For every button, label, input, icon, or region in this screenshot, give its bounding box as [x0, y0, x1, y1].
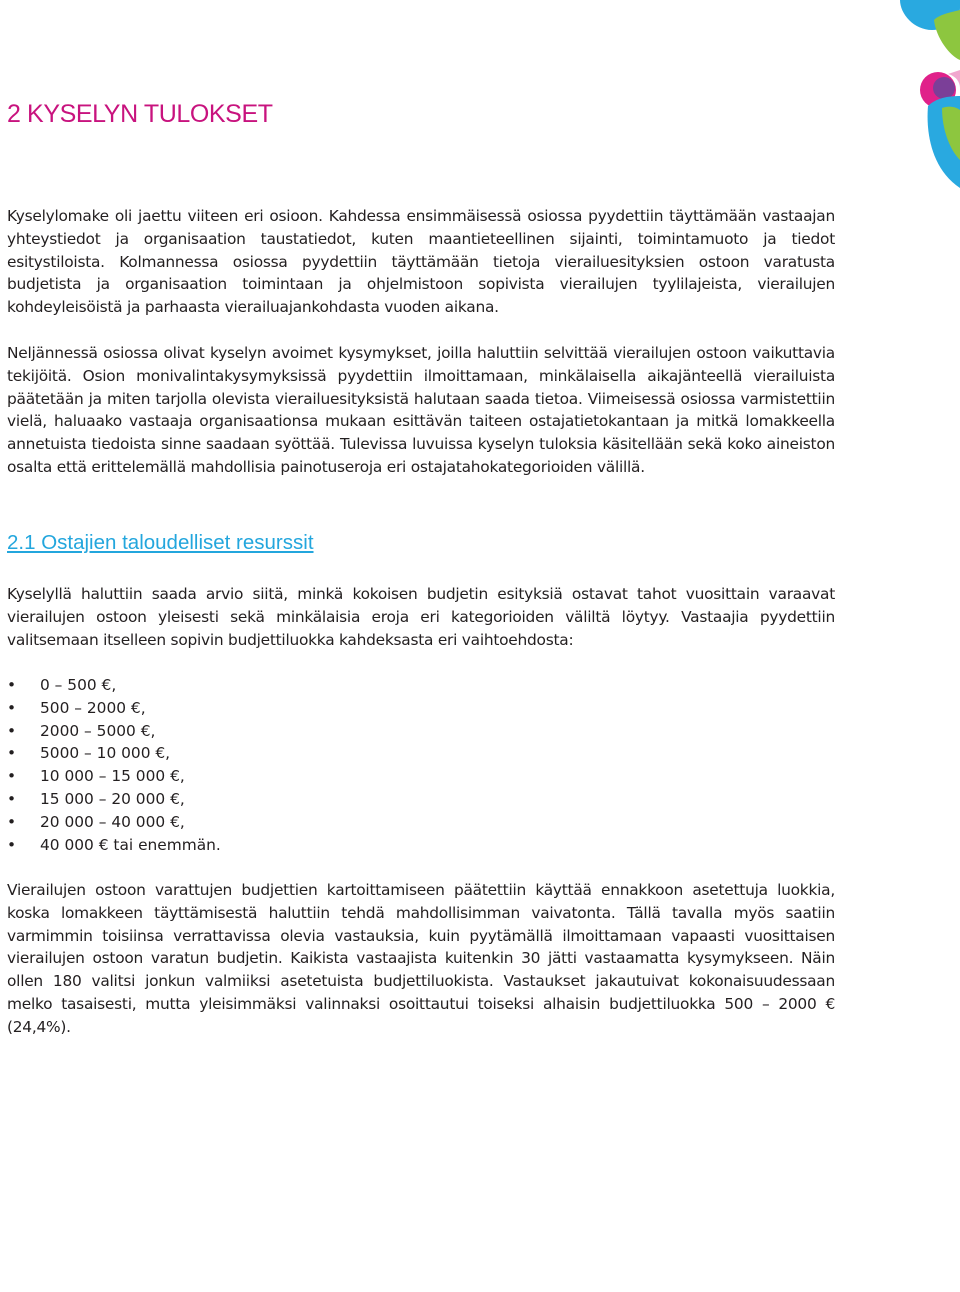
- list-item-label: 2000 – 5000 €,: [40, 721, 156, 740]
- list-item-label: 500 – 2000 €,: [40, 698, 146, 717]
- list-item: [7, 720, 221, 743]
- sections-paragraph: Neljännessä osiossa olivat kyselyn avoimet kysymykset, joilla haluttiin selvittää vierailujen ostoon vaikuttavia tekijöitä. Osion monivalintakysymyksissä pyydettiin ilmoittamaan, minkälaisella aikajänteellä vierailuista päätetään ja miten tarjolla olevista vierailuesityksistä halutaan saada tietoa. Viimeisessä osiossa varmistettiin vielä, haluaako vastaaja organisaationsa mukaan esittävän taiteen ostajatietokantaan ja mitkä lomakkeella annetuista tiedoista sinne saadaan syöttää. Tulevissa luvuissa kyselyn tuloksia käsitellään sekä koko aineiston osalta että erittelemällä mahdollisia painotuseroja eri ostajatahokategorioiden välillä.: [7, 344, 835, 476]
- bullet-icon: •: [7, 812, 17, 831]
- decorative-flower-corner: [870, 0, 960, 190]
- bullet-icon: •: [7, 676, 17, 694]
- budget-intro-paragraph: Kyselyllä haluttiin saada arvio siitä, minkä kokoisen budjetin esityksiä ostavat tahot vuosittain varaavat vierailujen ostoon yleisesti sekä minkälaisia eroja eri kategorioiden väliltä löytyy. Vastaajia pyydettiin valitsemaan itselleen sopivin budjettiluokka kahdeksasta eri vaihtoehdosta:: [7, 585, 835, 649]
- bullet-icon: •: [7, 744, 17, 763]
- list-item-label: 5000 – 10 000 €,: [40, 744, 171, 763]
- list-item: [7, 742, 221, 765]
- list-item-label: 40 000 € tai enemmän.: [40, 835, 221, 854]
- section-title: 2 KYSELYN TULOKSET: [7, 100, 273, 128]
- intro-paragraph: Kyselylomake oli jaettu viiteen eri osioon. Kahdessa ensimmäisessä osiossa pyydettiin täyttämään vastaajan yhteystiedot ja organisaation taustatiedot, kuten maantieteellinen sijainti, toimintamuoto ja tiedot esitystiloista. Kolmannessa osiossa pyydettiin täyttämään tietoja vierailuesityksien ostoon varatusta budjetista ja organisaation toimintaan ja ohjelmistoon sopivista vierailujen tyylilajeista, vierailujen kohdeyleisöistä ja parhaasta vierailuajankohdasta vuoden aikana.: [7, 207, 835, 317]
- list-item: [7, 697, 221, 720]
- decor-petal-green: [934, 10, 960, 60]
- list-item-label: 10 000 – 15 000 €,: [40, 767, 185, 786]
- subsection-title-link[interactable]: 2.1 Ostajien taloudelliset resurssit: [7, 531, 314, 554]
- list-item-label: 20 000 – 40 000 €,: [40, 812, 185, 831]
- decor-circle-purple: [933, 77, 955, 99]
- list-item-label: 15 000 – 20 000 €,: [40, 789, 185, 808]
- budget-results-paragraph: Vierailujen ostoon varattujen budjettien kartoittamiseen päätettiin käyttää ennakkoon asetettuja luokkia, koska lomakkeen täyttämisestä haluttiin tehdä mahdollisimman vaivatonta. Tällä tavalla myös saatiin varmimmin toisiinsa verrattavissa olevia vastauksia, kuin pyytämällä ilmoittamaan vapaasti vuosittaisen vierailujen ostoon varatun budjetin. Kaikista vastaajista kuitenkin 30 jätti vastaamatta kysymykseen. Näin ollen 180 valitsi jonkun valmiiksi asetetuista budjettiluokista. Vastaukset jakautuivat kokonaisuudessaan melko tasaisesti, mutta yleisimmäksi valinnaksi osoittautui toiseksi alhaisin budjettiluokka 500 – 2000 € (24,4%).: [7, 881, 835, 1036]
- bullet-icon: •: [7, 767, 17, 786]
- list-item-label: 0 – 500 €,: [40, 676, 117, 694]
- budget-options-list: [7, 674, 221, 856]
- list-item: [7, 811, 221, 834]
- list-item: [7, 674, 221, 697]
- list-item: [7, 834, 221, 857]
- list-item: [7, 788, 221, 811]
- bullet-icon: •: [7, 835, 17, 854]
- bullet-icon: •: [7, 721, 17, 740]
- bullet-icon: •: [7, 698, 17, 717]
- list-item: [7, 765, 221, 788]
- bullet-icon: •: [7, 789, 17, 808]
